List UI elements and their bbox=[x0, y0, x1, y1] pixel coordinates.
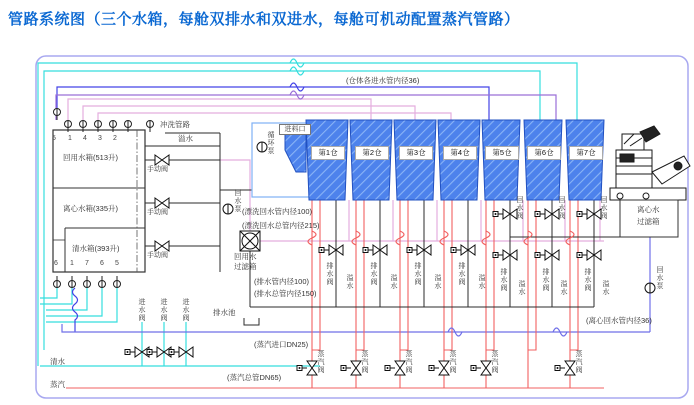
drain-main-note: (排水总管内径150) bbox=[254, 289, 317, 298]
inlet-valves bbox=[125, 347, 193, 357]
steam-valve-label: 蒸汽阀 bbox=[491, 350, 498, 374]
manual-valve-label: 手动阀 bbox=[147, 252, 168, 259]
inlet-valve-label: 进水阀 bbox=[138, 298, 145, 322]
centrifugal-filter-label-1: 离心水 bbox=[637, 205, 660, 214]
tank-top-number: 3 bbox=[98, 135, 102, 142]
tank-1-label: 回用水箱(513升) bbox=[63, 153, 119, 162]
flush-pipeline-label: 冲洗管路 bbox=[160, 120, 190, 129]
reuse-filter-icon bbox=[240, 231, 260, 251]
overflow-label: 溢水 bbox=[560, 280, 567, 296]
steam-valve-label: 蒸汽阀 bbox=[449, 350, 456, 374]
drain-valve-label: 排水阀 bbox=[326, 262, 333, 286]
cabin-4-label: 第4仓 bbox=[443, 146, 477, 160]
tank-bottom-number: 6 bbox=[100, 260, 104, 267]
steam-valve-label: 蒸汽阀 bbox=[405, 350, 412, 374]
cabin-3-label: 第3仓 bbox=[399, 146, 433, 160]
drain-valve-label: 排水阀 bbox=[370, 262, 377, 286]
tank-top-number: 5 bbox=[52, 135, 56, 142]
centrifuge-machine-sketch bbox=[610, 126, 690, 200]
return-pump-right-label: 回水泵 bbox=[656, 266, 663, 290]
cabin-1-label: 第1仓 bbox=[311, 146, 345, 160]
feed-inlet-label: 进料口 bbox=[279, 124, 311, 135]
steam-valves bbox=[297, 361, 575, 375]
drain-pipe-note: (排水管内径100) bbox=[254, 277, 310, 286]
overflow-label: 溢水 bbox=[518, 280, 525, 296]
drain-valve-label: 排水阀 bbox=[414, 262, 421, 286]
cabins bbox=[285, 120, 604, 200]
cabin-2 bbox=[350, 120, 392, 200]
manual-valve-label: 手动阀 bbox=[147, 209, 168, 216]
cabin-3 bbox=[394, 120, 436, 200]
cabin-5 bbox=[482, 120, 520, 200]
tank-2-label: 离心水箱(335升) bbox=[63, 204, 119, 213]
drain-pool-label: 排水池 bbox=[213, 308, 236, 317]
reuse-filter-label-1: 回用水 bbox=[234, 252, 257, 261]
drain-valves bbox=[319, 245, 601, 260]
cabin-4 bbox=[438, 120, 480, 200]
tank-top-number: 1 bbox=[68, 135, 72, 142]
cabin-5-label: 第5仓 bbox=[485, 146, 519, 160]
tank-bottom-number: 7 bbox=[85, 260, 89, 267]
overflow-label: 溢水 bbox=[434, 274, 441, 290]
inlet-valve-label: 进水阀 bbox=[182, 298, 189, 322]
drain-valve-label: 排水阀 bbox=[500, 268, 507, 292]
overflow-label: 溢水 bbox=[390, 274, 397, 290]
tank-top-number: 4 bbox=[83, 135, 87, 142]
return-valve-label: 回水阀 bbox=[516, 196, 523, 220]
steam-valve-label: 蒸汽阀 bbox=[575, 350, 582, 374]
manual-valve-label: 手动阀 bbox=[147, 166, 168, 173]
centrifugal-return-note: (离心回水管内径36) bbox=[586, 316, 652, 325]
return-valves bbox=[493, 209, 601, 219]
return-valve-label: 回水阀 bbox=[558, 196, 565, 220]
inlet-valve-label: 进水阀 bbox=[160, 298, 167, 322]
steam-inlet-note: (蒸汽进口DN25) bbox=[254, 340, 309, 349]
return-valve-label: 回水阀 bbox=[600, 196, 607, 220]
page-title: 管路系统图（三个水箱，每舱双排水和双进水，每舱可机动配置蒸汽管路） bbox=[8, 11, 520, 28]
circulation-pump-icon bbox=[257, 142, 267, 152]
centrifugal-filter-label-2: 过滤箱 bbox=[637, 217, 660, 226]
steam-label: 蒸汽 bbox=[50, 380, 65, 389]
cabin-6-label: 第6仓 bbox=[527, 146, 561, 160]
drain-valve-label: 排水阀 bbox=[458, 262, 465, 286]
steam-main-note: (蒸汽总管DN65) bbox=[227, 373, 282, 382]
rinse-return-pipe-note: (漂洗回水管内径100) bbox=[242, 207, 313, 216]
drain-valve-label: 排水阀 bbox=[584, 268, 591, 292]
overflow-label: 溢水 bbox=[602, 280, 609, 296]
tank-bottom-number: 5 bbox=[115, 260, 119, 267]
drain-valve-label: 排水阀 bbox=[542, 268, 549, 292]
tank-top-number: 2 bbox=[113, 135, 117, 142]
tank-3-label: 清水箱(393升) bbox=[72, 244, 120, 253]
clean-water-label: 清水 bbox=[50, 357, 65, 366]
cabin-inlet-note: (仓体各进水管内径36) bbox=[346, 76, 420, 85]
cabin-2-label: 第2仓 bbox=[355, 146, 389, 160]
return-pump-left-label: 回水泵 bbox=[234, 189, 241, 213]
overflow-label: 溢水 bbox=[346, 274, 353, 290]
tank-bottom-number: 1 bbox=[70, 260, 74, 267]
circulation-pump-label: 循环泵 bbox=[267, 131, 274, 155]
overflow-label: 溢水 bbox=[478, 274, 485, 290]
tank-bottom-number: 6 bbox=[54, 260, 58, 267]
return-pump-left-icon bbox=[223, 204, 233, 214]
steam-valve-label: 蒸汽阀 bbox=[317, 350, 324, 374]
return-pump-right-icon bbox=[645, 283, 655, 293]
cabin-7-label: 第7仓 bbox=[569, 146, 603, 160]
cabin-6 bbox=[524, 120, 562, 200]
rinse-return-main-note: (漂洗回水总管内径215) bbox=[242, 221, 320, 230]
cabin-1 bbox=[306, 120, 348, 200]
steam-valve-label: 蒸汽阀 bbox=[361, 350, 368, 374]
cabin-7 bbox=[566, 120, 604, 200]
reuse-filter-label-2: 过滤箱 bbox=[234, 262, 257, 271]
tank-overflow-label: 溢水 bbox=[178, 134, 193, 143]
